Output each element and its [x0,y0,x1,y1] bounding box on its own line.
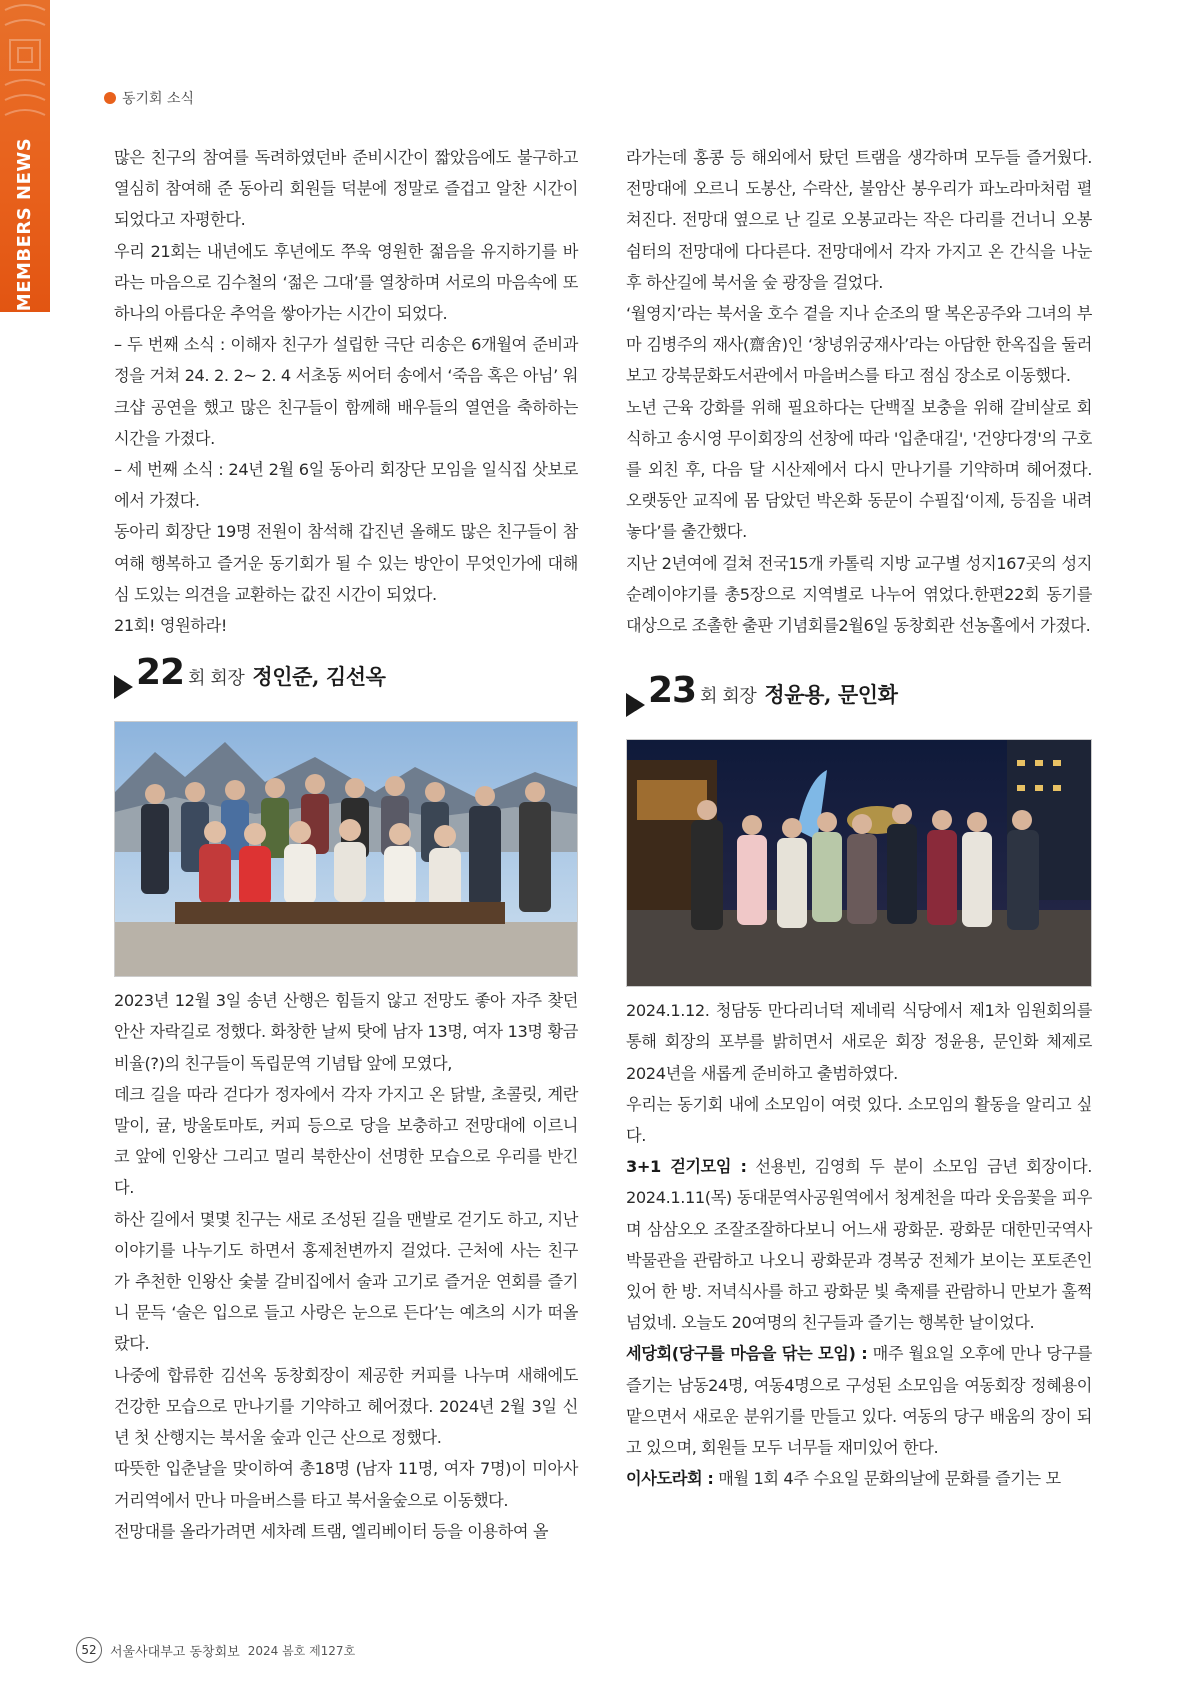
section-heading-22 [114,652,578,717]
paragraph-label: 3+1 걷기모임 : [626,1157,747,1177]
right-column [626,142,1092,1495]
paragraph-text: 매주 월요일 오후에 만나 당구를 즐기는 남동24명, 여동4명으로 구성된 소모임을 여동회장 정혜용이 맡으면서 새로운 분위기를 만들고 있다. 여동의 당구 배움의 장이 되고 있으며, 회원들 모두 너무들 재미있어 한다. [626,1344,1092,1458]
paragraph: 우리 21회는 내년에도 후년에도 쭈욱 영원한 젊음을 유지하기를 바라는 마음으로 김수철의 ‘젊은 그대’를 열창하며 서로의 마음속에 또 하나의 아름다운 추억을 쌓아가는 시간이 되었다. [114,241,578,324]
president-names: 정윤용, 문인화 [764,682,898,708]
class-number: 22 [136,652,185,694]
paragraph-text: 매월 1회 4주 수요일 문화의날에 문화를 즐기는 모 [713,1469,1061,1489]
section-tag [104,88,194,108]
paragraph: 하산 길에서 몇몇 친구는 새로 조성된 길을 맨발로 걷기도 하고, 지난 이야기를 나누기도 하면서 홍제천변까지 걸었다. 근처에 사는 친구가 추천한 인왕산 숯불 갈비집에서 술과 고기로 즐거운 연회를 즐기니 문득 ‘술은 입으로 들고 사랑은 눈으로 든다’는 예츠의 시가 떠올랐다. [114,1209,578,1354]
group-photo-night-festival [626,739,1092,987]
issue-label: 2024 봄호 제127호 [247,1643,356,1658]
side-band [0,0,50,312]
triangle-arrow-icon [626,693,645,717]
decorative-pattern-icon [0,0,50,130]
publication-name: 서울사대부고 동창회보 [110,1644,240,1660]
section-title: 동기회 소식 [122,91,195,107]
paragraph: – 두 번째 소식 : 이해자 친구가 설립한 극단 리송은 6개월여 준비과정을 거쳐 24. 2. 2~ 2. 4 서초동 씨어터 송에서 ‘죽음 혹은 아님’ 워크샵 공연을 했고 많은 친구들이 함께해 배우들의 열연을 축하하는 시간을 가졌다. [114,335,578,448]
bullet-dot-icon [104,92,116,104]
page-number: 52 [76,1637,102,1663]
paragraph [626,1338,1092,1463]
paragraph: 21회! 영원하라! [114,616,227,636]
paragraph: – 세 번째 소식 : 24년 2월 6일 동아리 회장단 모임을 일식집 삿보로에서 가졌다. [114,460,578,511]
paragraph: ‘월영지’라는 북서울 호수 곁을 지나 순조의 딸 복온공주와 그녀의 부마 김병주의 재사(齋舍)인 ‘창녕위궁재사’라는 아담한 한옥집을 둘러 보고 강북문화도서관에서 마을버스를 타고 점심 장소로 이동했다. [626,304,1092,386]
page-footer [76,1637,355,1663]
paragraph [626,1463,1092,1494]
paragraph-text: 우리는 동기회 내에 소모임이 여럿 있다. 소모임의 활동을 알리고 싶다. [626,1094,1092,1146]
paragraph-text: 선용빈, 김영희 두 분이 소모임 금년 회장이다. 2024.1.11(목) 동대문역사공원역에서 청계천을 따라 웃음꽃을 피우며 삼삼오오 조잘조잘하다보니 어느새 광화문. 광화문 대한민국역사박물관을 관람하고 나오니 광화문과 경복궁 전체가 보이는 포토존인 있어 한 방. 저녁식사를 하고 광화문 빛 축제를 관람하니 만보가 훌쩍 넘었네. 오늘도 20여명의 친구들과 즐기는 행복한 날이었다. [626,1157,1092,1333]
heading-label: 회 회장 [700,686,757,708]
paragraph: 많은 친구의 참여를 독려하였던바 준비시간이 짧았음에도 불구하고 열심히 참여해 준 동아리 회원들 덕분에 정말로 즐겁고 알찬 시간이 되었다고 자평한다. [114,148,578,230]
group-photo-hiking [114,721,578,977]
paragraph: 나중에 합류한 김선옥 동창회장이 제공한 커피를 나누며 새해에도 건강한 모습으로 만나기를 기약하고 헤어졌다. 2024년 2월 3일 신년 첫 산행지는 북서울 숲과 인근 산으로 정했다. [114,1365,578,1448]
paragraph: 라가는데 홍콩 등 해외에서 탔던 트램을 생각하며 모두들 즐거웠다. 전망대에 오르니 도봉산, 수락산, 불암산 봉우리가 파노라마처럼 펼쳐진다. 전망대 옆으로 난 길로 오봉교라는 작은 다리를 건너니 오봉 쉼터의 전망대에 다다른다. 전망대에서 각자 가지고 온 간식을 나눈 후 하산길에 북서울 숲 광장을 걸었다. [626,148,1092,292]
paragraph: 노년 근육 강화를 위해 필요하다는 단백질 보충을 위해 갈비살로 회식하고 송시영 무이회장의 선창에 따라 '입춘대길', '건양다경'의 구호를 외친 후, 다음 달 시산제에서 다시 만나기를 기약하며 헤어졌다. 오랫동안 교직에 몸 담았던 박온화 동문이 수필집‘이제, 등짐을 내려놓다’를 출간했다. [626,397,1092,542]
heading-label: 회 회장 [188,668,245,690]
paragraph: 지난 2년여에 걸쳐 전국15개 카톨릭 지방 교구별 성지167곳의 성지 순례이야기를 총5장으로 지역별로 나누어 엮었다.한편22회 동기를 대상으로 조촐한 출판 기념회를2월6일 동창회관 선농홀에서 가졌다. [626,553,1092,636]
paragraph: 2023년 12월 3일 송년 산행은 힘들지 않고 전망도 좋아 자주 찾던 안산 자락길로 정했다. 화창한 날씨 탓에 남자 13명, 여자 13명 황금 비율(?)의 친구들이 독립문역 기념탑 앞에 모였다, [114,991,578,1073]
paragraph: 따뜻한 입춘날을 맞이하여 총18명 (남자 11명, 여자 7명)이 미아사거리역에서 만나 마을버스를 타고 북서울숲으로 이동했다. [114,1459,578,1510]
paragraph [626,1151,1092,1338]
paragraph-label: 세당회(당구를 마음을 닦는 모임) : [626,1344,868,1364]
left-column [114,142,578,1547]
paragraph-text: 2024.1.12. 청담동 만다리너덕 제네릭 식당에서 제1차 임원회의를 통해 회장의 포부를 밝히면서 새로운 회장 정윤용, 문인화 체제로 2024년을 새롭게 준비하고 출범하였다. [626,1001,1092,1083]
class-number: 23 [648,670,697,712]
president-names: 정인준, 김선옥 [252,664,386,690]
paragraph: 전망대를 올라가려면 세차례 트램, 엘리베이터 등을 이용하여 올 [114,1521,549,1541]
paragraph: 동아리 회장단 19명 전원이 참석해 갑진년 올해도 많은 친구들이 참여해 행복하고 즐거운 동기회가 될 수 있는 방안이 무엇인가에 대해 심 도있는 의견을 교환하는 값진 시간이 되었다. [114,522,578,604]
paragraph [626,1089,1092,1151]
triangle-arrow-icon [114,675,133,699]
paragraph: 데크 길을 따라 걷다가 정자에서 각자 가지고 온 닭발, 초콜릿, 계란말이, 귤, 방울토마토, 커피 등으로 당을 보충하고 전망대에 이르니 코 앞에 인왕산 그리고 멀리 북한산이 선명한 모습으로 우리를 반긴다. [114,1084,578,1198]
paragraph [626,995,1092,1089]
side-label: MEMBERS NEWS [14,137,36,311]
section-heading-23 [626,670,1092,735]
paragraph-label: 이사도라회 : [626,1469,714,1489]
